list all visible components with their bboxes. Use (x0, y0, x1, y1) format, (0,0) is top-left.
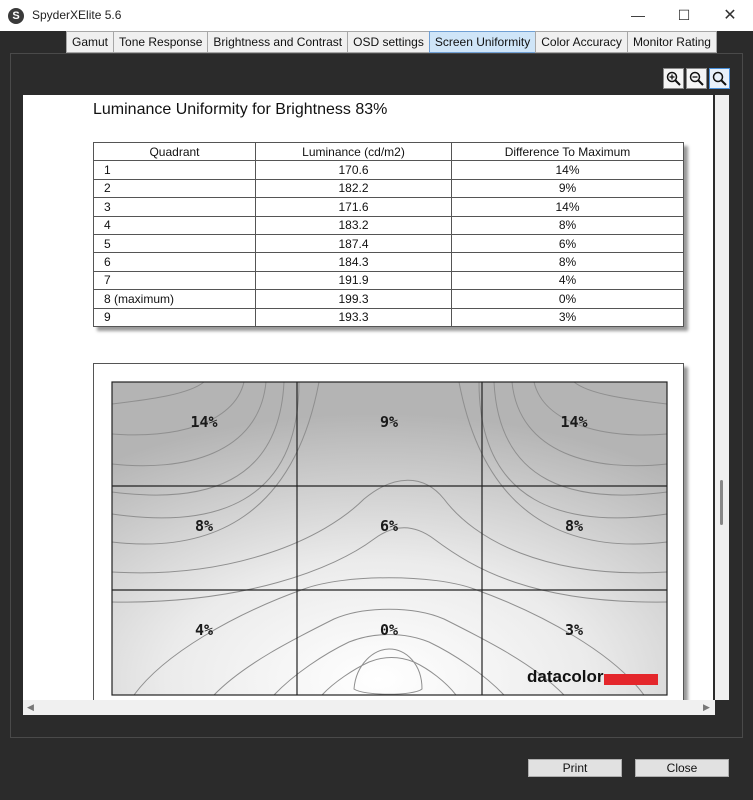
report-title: Luminance Uniformity for Brightness 83% (93, 101, 388, 118)
table-cell: 193.3 (256, 308, 452, 326)
table-cell: 4% (452, 271, 684, 289)
table-cell: 2 (94, 179, 256, 197)
map-cell-label: 8% (194, 517, 214, 535)
map-cell-label: 8% (564, 517, 584, 535)
datacolor-logo: datacolor (527, 667, 604, 686)
title-bar (0, 0, 753, 31)
tab-monitor-rating[interactable]: Monitor Rating (627, 31, 717, 53)
app-icon: S (8, 8, 24, 24)
table-cell: 6 (94, 253, 256, 271)
zoom-out-button[interactable] (686, 68, 707, 89)
scroll-right-icon[interactable]: ▶ (703, 702, 710, 712)
zoom-in-icon (666, 71, 681, 86)
datacolor-logo-bar (604, 674, 658, 685)
table-row (94, 290, 684, 308)
uniformity-map (94, 364, 685, 700)
table-cell: 8% (452, 253, 684, 271)
map-cell-label: 9% (379, 413, 399, 431)
table-cell: 6% (452, 234, 684, 252)
table-cell: 171.6 (256, 198, 452, 216)
vertical-scrollbar[interactable] (715, 95, 729, 700)
table-cell: 3 (94, 198, 256, 216)
table-header: Luminance (cd/m2) (256, 143, 452, 161)
table-cell: 183.2 (256, 216, 452, 234)
table-cell: 187.4 (256, 234, 452, 252)
tab-color-accuracy[interactable]: Color Accuracy (535, 31, 627, 53)
zoom-fit-icon (712, 71, 727, 86)
table-header: Quadrant (94, 143, 256, 161)
table-cell: 9% (452, 179, 684, 197)
vertical-scroll-thumb[interactable] (720, 480, 723, 525)
tab-bar (66, 31, 717, 53)
tab-tone-response[interactable]: Tone Response (113, 31, 207, 53)
map-cell-label: 0% (379, 621, 399, 639)
map-cell-label: 3% (564, 621, 584, 639)
table-cell: 199.3 (256, 290, 452, 308)
tab-gamut[interactable]: Gamut (66, 31, 113, 53)
map-cell-label: 14% (560, 413, 588, 431)
table-cell: 14% (452, 198, 684, 216)
print-button[interactable]: Print (528, 759, 622, 777)
zoom-in-button[interactable] (663, 68, 684, 89)
uniformity-map-frame (93, 363, 684, 700)
table-row (94, 253, 684, 271)
tab-brightness-contrast[interactable]: Brightness and Contrast (207, 31, 347, 53)
table-cell: 184.3 (256, 253, 452, 271)
minimize-button[interactable]: — (631, 7, 645, 23)
table-cell: 1 (94, 161, 256, 179)
table-cell: 7 (94, 271, 256, 289)
table-cell: 182.2 (256, 179, 452, 197)
table-header: Difference To Maximum (452, 143, 684, 161)
table-cell: 9 (94, 308, 256, 326)
table-cell: 170.6 (256, 161, 452, 179)
table-cell: 3% (452, 308, 684, 326)
table-row (94, 216, 684, 234)
zoom-fit-button[interactable] (709, 68, 730, 89)
close-window-button[interactable]: ✕ (723, 7, 737, 24)
maximize-button[interactable]: ☐ (677, 7, 691, 23)
table-row (94, 179, 684, 197)
zoom-out-icon (689, 71, 704, 86)
window-title: SpyderXElite 5.6 (32, 8, 122, 22)
table-cell: 5 (94, 234, 256, 252)
map-cell-label: 6% (379, 517, 399, 535)
table-row (94, 198, 684, 216)
luminance-table (93, 142, 684, 327)
table-cell: 8% (452, 216, 684, 234)
map-cell-label: 14% (190, 413, 218, 431)
table-row (94, 234, 684, 252)
table-header-row (94, 143, 684, 161)
table-cell: 4 (94, 216, 256, 234)
table-row (94, 308, 684, 326)
table-cell: 14% (452, 161, 684, 179)
tab-osd-settings[interactable]: OSD settings (347, 31, 429, 53)
table-row (94, 161, 684, 179)
table-row (94, 271, 684, 289)
map-cell-label: 4% (194, 621, 214, 639)
table-cell: 8 (maximum) (94, 290, 256, 308)
close-button[interactable]: Close (635, 759, 729, 777)
report-viewport (23, 95, 713, 700)
table-cell: 0% (452, 290, 684, 308)
horizontal-scrollbar[interactable] (23, 700, 715, 715)
scroll-left-icon[interactable]: ◀ (27, 702, 34, 712)
table-cell: 191.9 (256, 271, 452, 289)
tab-screen-uniformity[interactable]: Screen Uniformity (429, 31, 535, 53)
